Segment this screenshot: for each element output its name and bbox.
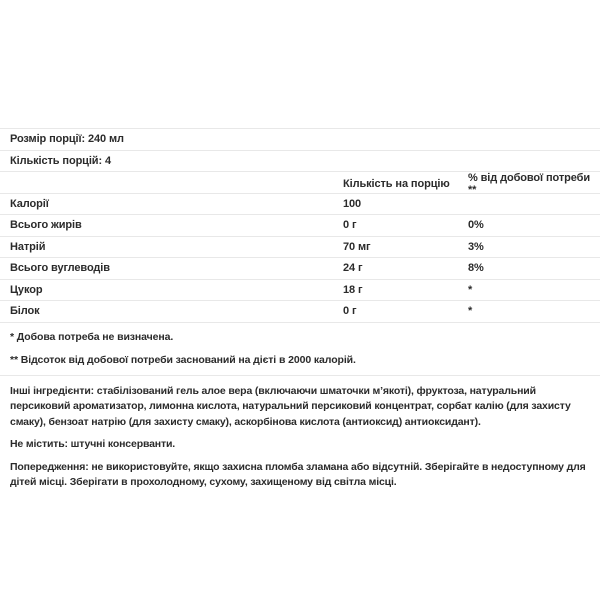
footnote-2000-calorie-diet: ** Відсоток від добової потреби заснований на дієті в 2000 калорій.: [10, 353, 356, 366]
servings-per-container-row: [0, 151, 600, 173]
nutrient-name: Натрій: [10, 240, 46, 253]
nutrient-amount: 70 мг: [343, 240, 371, 253]
other-ingredients-text: Інші інгредієнти: стабілізований гель алое вера (включаючи шматочки м’якоті), фруктоза, натуральний персиковий ароматизатор, лимонна кислота, натуральний персиковий концентрат, сорбат калію (для захисту смаку), бензоат натрію (для захисту смаку), аскорбінова кислота (антиоксид) антиоксидант).: [10, 384, 571, 428]
nutrient-row-sugar: [0, 280, 600, 302]
info-paragraphs: [0, 376, 600, 491]
nutrient-daily-value: 8%: [468, 262, 484, 275]
nutrient-row-total-fat: [0, 215, 600, 237]
serving-size-text: Розмір порції: 240 мл: [10, 133, 124, 146]
serving-size-row: [0, 129, 600, 151]
nutrition-table: [0, 128, 600, 323]
table-header-row: [0, 172, 600, 194]
does-not-contain-text: Не містить: штучні консерванти.: [10, 438, 176, 450]
nutrient-name: Калорії: [10, 197, 49, 210]
nutrient-row-total-carbs: [0, 258, 600, 280]
nutrient-daily-value: 3%: [468, 240, 484, 253]
nutrient-name: Білок: [10, 305, 40, 318]
footnotes-section: [0, 323, 600, 376]
nutrient-amount: 0 г: [343, 219, 357, 232]
nutrient-name: Цукор: [10, 283, 43, 296]
nutrient-daily-value: *: [468, 283, 473, 296]
nutrient-daily-value: *: [468, 305, 473, 318]
nutrient-row-sodium: [0, 237, 600, 259]
nutrient-name: Всього вуглеводів: [10, 262, 110, 275]
nutrient-name: Всього жирів: [10, 219, 82, 232]
nutrient-amount: 18 г: [343, 283, 363, 296]
nutrient-amount: 24 г: [343, 262, 363, 275]
footnote-daily-value-not-defined: * Добова потреба не визначена.: [10, 330, 174, 343]
servings-per-container-text: Кількість порцій: 4: [10, 154, 112, 167]
nutrient-row-protein: [0, 301, 600, 323]
nutrient-daily-value: 0%: [468, 219, 484, 232]
warnings-text: Попередження: не використовуйте, якщо захисна пломба зламана або відсутній. Зберігайте в недоступному для дітей місці. Зберігати в прохолодному, сухому, захищеному від світла місці.: [10, 460, 586, 488]
nutrient-row-calories: [0, 194, 600, 216]
nutrient-amount: 0 г: [343, 305, 357, 318]
daily-value-column-header: % від добової потреби **: [468, 172, 591, 196]
amount-column-header: Кількість на порцію: [343, 178, 450, 190]
nutrient-amount: 100: [343, 197, 362, 210]
